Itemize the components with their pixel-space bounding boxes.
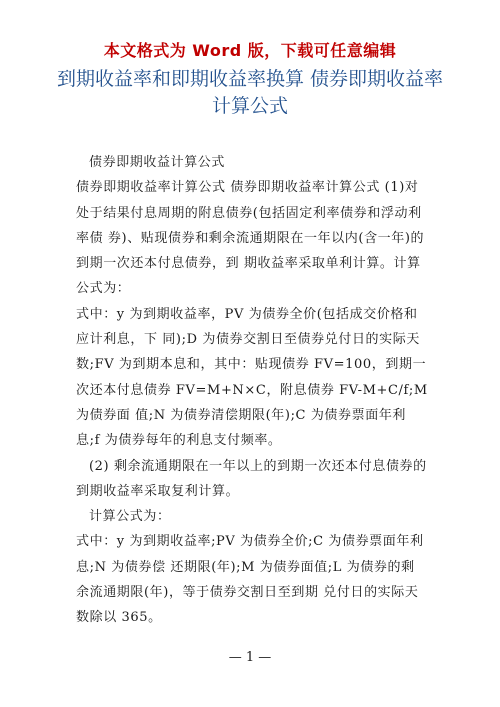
paragraph-formula-intro: 计算公式为：: [89, 509, 171, 525]
document-body: [76, 150, 428, 631]
page-number: — 1 —: [228, 650, 272, 665]
paragraph-compound-interest: (2) 剩余流通期限在一年以上的到期一次还本付息债券的到期收益率采取复利计算。: [76, 458, 427, 499]
paragraph-heading: 债券即期收益计算公式: [89, 155, 226, 170]
paragraph-compound-definitions: 式中：y 为到期收益率;PV 为债券全价;C 为债券票面年利息;N 为债券偿 还期限(年);M 为债券面值;L 为债券的剩余流通期限(年)，等于债券交割日至到期 兑付日的实际天数除以 365。: [76, 534, 424, 626]
document-title: 到期收益率和即期收益率换算 债券即期收益率计算公式: [56, 68, 444, 117]
paragraph-simple-interest: 债券即期收益率计算公式 债券即期收益率计算公式 (1)对处于结果付息周期的附息债券(包括固定利率债券和浮动利率债 券)、贴现债券和剩余流通期限在一年以内(含一年)的到期一次还本付息债券，到 期收益率采取单利计算。计算公式为：: [76, 180, 425, 297]
paragraph-formula-definitions: 式中：y 为到期收益率，PV 为债券全价(包括成交价格和应计利息，下 同);D 为债券交割日至债券兑付日的实际天数;FV 为到期本息和，其中：贴现债券 FV=100，到期一次还本付息债券 FV=M+N×C，附息债券 FV-M+C/f;M 为债券面 值;N 为债券清偿期限(年);C 为债券票面年利息;f 为债券每年的利息支付频率。: [76, 306, 428, 449]
format-banner: 本文格式为 Word 版，下载可任意编辑: [103, 41, 397, 60]
